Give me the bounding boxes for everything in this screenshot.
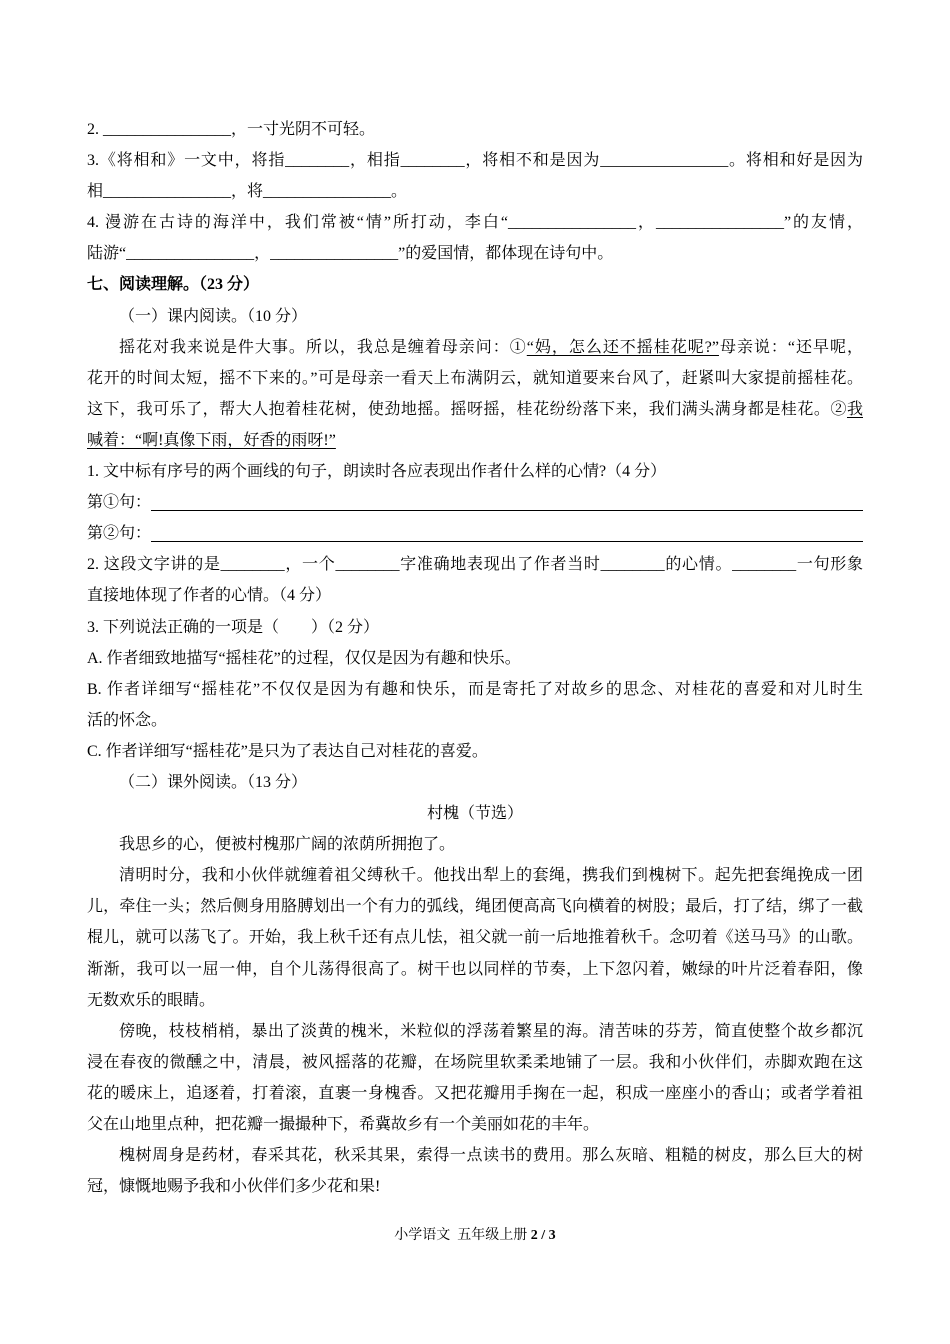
page-footer bbox=[0, 1226, 950, 1246]
article-paragraph-3-line-4: 父在山地里点种，把花瓣一撮撮种下，希冀故乡有一个美丽如花的丰年。 bbox=[87, 1116, 600, 1133]
article-paragraph-4-line-2: 冠，慷慨地赐予我和小伙伴们多少花和果! bbox=[87, 1178, 381, 1196]
option-a: A. 作者细致地描写“摇桂花”的过程，仅仅是因为有趣和快乐。 bbox=[87, 649, 521, 667]
part-1-heading: （一）课内阅读。（10 分） bbox=[119, 307, 308, 325]
article-paragraph-2-line-5: 无数欢乐的眼睛。 bbox=[87, 991, 216, 1009]
article-paragraph-2-line-3: 棍儿，就可以荡飞了。开始，我上秋千还有点儿怯，祖父就一前一后地推着秋千。念叨着《送马马》的山歌。 bbox=[87, 929, 863, 947]
answer-label-2: 第②句： bbox=[87, 525, 152, 543]
article-paragraph-3-line-3: 花的暖床上，追逐着，打着滚，直裹一身槐香。又把花瓣用手掬在一起，积成一座座小的香山；或者学着祖 bbox=[87, 1084, 863, 1102]
question-4-line-1: 4. 漫游在古诗的海洋中，我们常被“情”所打动，李白“________________，________________”的友情， bbox=[87, 214, 863, 232]
option-b-line-1: B. 作者详细写“摇桂花”不仅仅是因为有趣和快乐，而是寄托了对故乡的思念、对桂花的喜爱和对儿时生 bbox=[87, 680, 863, 698]
question-4-line-2: 陆游“________________，________________”的爱国情，都体现在诗句中。 bbox=[87, 245, 614, 263]
reading-question-2-line-2: 直接地体现了作者的心情。（4 分） bbox=[87, 587, 332, 605]
article-paragraph-2-line-1: 清明时分，我和小伙伴就缠着祖父缚秋千。他找出犁上的套绳，携我们到槐树下。起先把套绳挽成一团 bbox=[119, 867, 863, 885]
option-b-line-2: 活的怀念。 bbox=[87, 711, 168, 729]
reading-question-2-line-1: 2. 这段文字讲的是________，一个________字准确地表现出了作者当时________的心情。________一句形象 bbox=[87, 556, 863, 574]
passage-line-4 bbox=[87, 425, 863, 456]
option-c: C. 作者详细写“摇桂花”是只为了表达自己对桂花的喜爱。 bbox=[87, 742, 488, 760]
underlined-sentence-2-start: 我 bbox=[846, 400, 863, 418]
article-title: 村槐（节选） bbox=[426, 805, 523, 823]
answer-blank-1 bbox=[151, 487, 863, 511]
part-2-heading: （二）课外阅读。（13 分） bbox=[119, 773, 308, 791]
article-paragraph-3-line-2: 浸在春夜的微醺之中，清晨，被风摇落的花瓣，在场院里软柔柔地铺了一层。我和小伙伴们，赤脚欢跑在这 bbox=[87, 1053, 863, 1071]
page-content bbox=[87, 114, 863, 1202]
answer-label-1: 第①句： bbox=[87, 494, 152, 512]
answer-line-2 bbox=[87, 518, 863, 549]
article-paragraph-1-line-1: 我思乡的心，便被村槐那广阔的浓荫所拥抱了。 bbox=[119, 836, 456, 854]
footer-subject: 小学语文 五年级上册 bbox=[394, 1228, 531, 1243]
question-2-line-1: 2. ________________，一寸光阴不可轻。 bbox=[87, 121, 376, 138]
article-paragraph-2-line-2: 儿，牵住一头；然后侧身用胳膊划出一个有力的弧线，绳团便高高飞向横着的树股；最后，打了结，绑了一截 bbox=[87, 898, 863, 916]
section-heading: 七、阅读理解。（23 分） bbox=[87, 276, 260, 294]
answer-blank-2 bbox=[151, 518, 863, 542]
article-paragraph-3-line-1: 傍晚，枝枝梢梢，暴出了淡黄的槐米，米粒似的浮荡着繁星的海。清苦味的芬芳，简直使整个故乡都沉 bbox=[119, 1022, 863, 1040]
underlined-sentence-2-end: 喊着：“啊!真像下雨，好香的雨呀!” bbox=[87, 431, 336, 449]
passage-line-3 bbox=[87, 394, 863, 425]
passage-text: 摇花对我来说是件大事。所以，我总是缠着母亲问：① bbox=[119, 338, 527, 356]
passage-text: 母亲说：“还早呢， bbox=[718, 338, 863, 356]
reading-question-3-stem: 3. 下列说法正确的一项是（ ）（2 分） bbox=[87, 618, 380, 636]
passage-line-2: 花开的时间太短，摇不下来的。”可是母亲一看天上布满阴云，就知道要来台风了，赶紧叫大家提前摇桂花。 bbox=[87, 369, 863, 387]
question-3-line-1: 3.《将相和》一文中，将指________，相指________，将相不和是因为________________。将相和好是因为 bbox=[87, 152, 863, 170]
passage-line-1 bbox=[87, 332, 863, 363]
underlined-sentence-1: “妈，怎么还不摇桂花呢?” bbox=[526, 338, 719, 356]
article-paragraph-4-line-1: 槐树周身是药材，春采其花，秋采其果，索得一点读书的费用。那么灰暗、粗糙的树皮，那么巨大的树 bbox=[119, 1147, 863, 1165]
article-paragraph-2-line-4: 渐渐，我可以一屈一伸，自个儿荡得很高了。树干也以同样的节奏，上下忽闪着，嫩绿的叶片泛着春阳，像 bbox=[87, 960, 863, 978]
footer-page-number: 2 / 3 bbox=[530, 1228, 556, 1243]
answer-line-1 bbox=[87, 487, 863, 518]
passage-text: 这下，我可乐了，帮大人抱着桂花树，使劲地摇。摇呀摇，桂花纷纷落下来，我们满头满身都是桂花。② bbox=[87, 400, 847, 418]
reading-question-1-stem: 1. 文中标有序号的两个画线的句子，朗读时各应表现出作者什么样的心情?（4 分） bbox=[87, 463, 667, 481]
question-3-line-2: 相________________，将________________。 bbox=[87, 183, 408, 201]
